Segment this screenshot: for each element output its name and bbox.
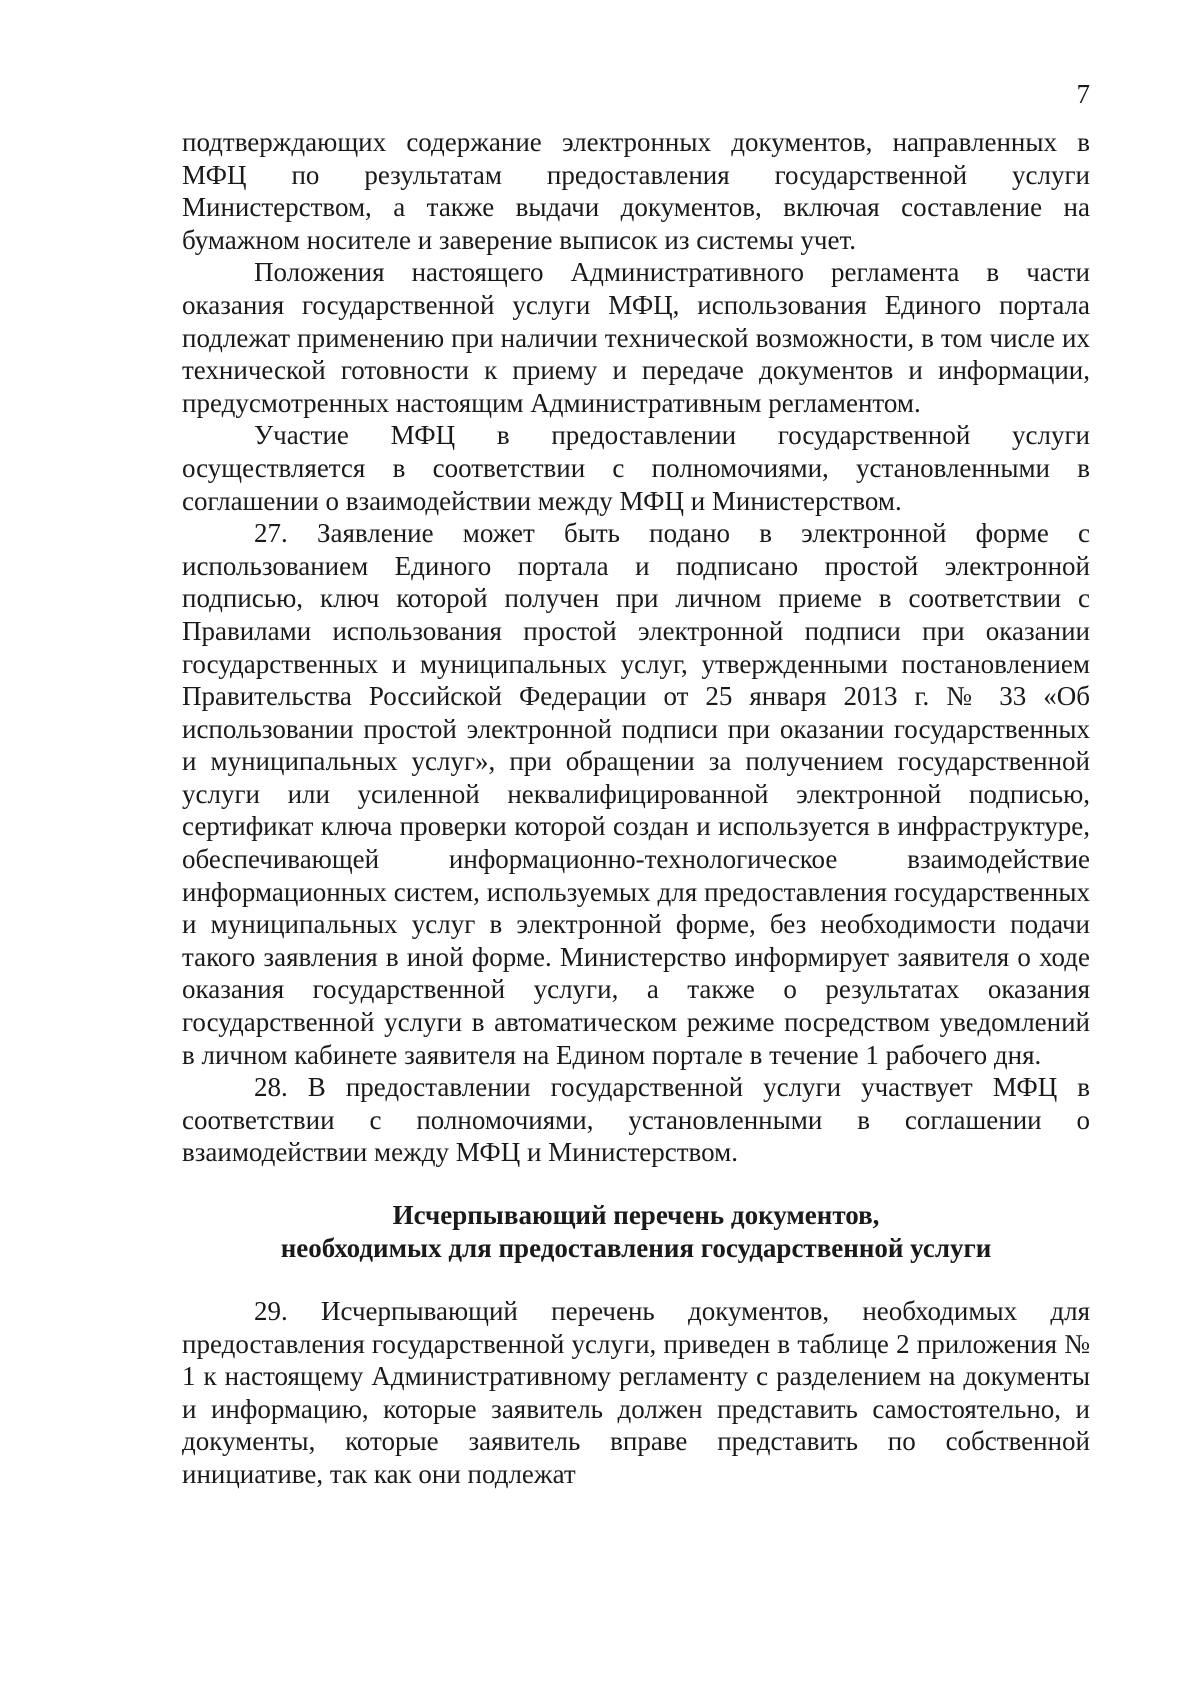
section-heading-line-2: необходимых для предоставления государственной услуги <box>280 1233 992 1263</box>
paragraph-mfc-provisions: Положения настоящего Административного регламента в части оказания государственной услуги МФЦ, использования Единого портала подлежат применению при наличии технической возможности, в том числе их технической готовности к приему и передаче документов и информации, предусмотренных настоящим Административным регламентом. <box>182 257 1090 418</box>
paragraph-29: 29. Исчерпывающий перечень документов, необходимых для предоставления государственной услуги, приведен в таблице 2 приложения № 1 к настоящему Административному регламенту с разделением на документы и информацию, которые заявитель должен представить самостоятельно, и документы, которые заявитель вправе представить по собственной инициативе, так как они подлежат <box>182 1296 1090 1489</box>
paragraph-mfc-participation: Участие МФЦ в предоставлении государственной услуги осуществляется в соответствии с полномочиями, установленными в соглашении о взаимодействии между МФЦ и Министерством. <box>182 420 1090 516</box>
paragraph-27: 27. Заявление может быть подано в электронной форме с использованием Единого портала и подписано простой электронной подписью, ключ которой получен при личном приеме в соответствии с Правилами использования простой электронной подписи при оказании государственных и муниципальных услуг, утвержденными постановлением Правительства Российской Федерации от 25 января 2013 г. № 33 «Об использовании простой электронной подписи при оказании государственных и муниципальных услуг», при обращении за получением государственной услуги или усиленной неквалифицированной электронной подписью, сертификат ключа проверки которой создан и используется в инфраструктуре, обеспечивающей информационно-технологическое взаимодействие информационных систем, используемых для предоставления государственных и муниципальных услуг в электронной форме, без необходимости подачи такого заявления в иной форме. Министерство информирует заявителя о ходе оказания государственной услуги, а также о результатах оказания государственной услуги в автоматическом режиме посредством уведомлений в личном кабинете заявителя на Едином портале в течение 1 рабочего дня. <box>182 518 1090 1070</box>
document-body <box>182 126 1090 1491</box>
section-heading <box>182 1199 1090 1265</box>
page-number: 7 <box>1076 79 1090 109</box>
paragraph-continuation: подтверждающих содержание электронных документов, направленных в МФЦ по результатам предоставления государственной услуги Министерством, а также выдачи документов, включая составление на бумажном носителе и заверение выписок из системы учет. <box>182 127 1090 255</box>
paragraph-28: 28. В предоставлении государственной услуги участвует МФЦ в соответствии с полномочиями, установленными в соглашении о взаимодействии между МФЦ и Министерством. <box>182 1072 1090 1168</box>
section-heading-line-1: Исчерпывающий перечень документов, <box>392 1200 880 1230</box>
